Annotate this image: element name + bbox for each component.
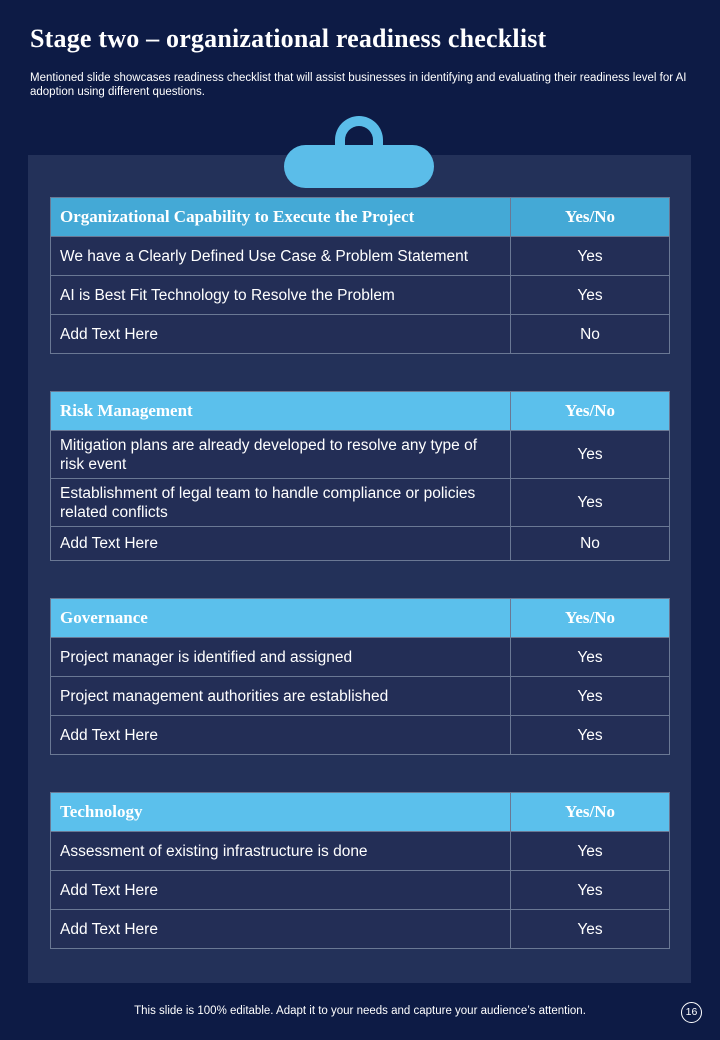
table-row — [51, 871, 670, 910]
answer-column-heading: Yes/No — [511, 392, 670, 431]
answer-cell: Yes — [511, 431, 670, 479]
checklist-table-technology — [50, 792, 670, 949]
table-row — [51, 832, 670, 871]
table-row — [51, 431, 670, 479]
table-row — [51, 910, 670, 949]
page-subtitle: Mentioned slide showcases readiness checklist that will assist businesses in identifying and evaluating their readiness level for AI adoption using different questions. — [30, 72, 687, 98]
question-cell: Add Text Here — [51, 716, 511, 755]
question-cell: Project management authorities are established — [51, 677, 511, 716]
answer-cell: Yes — [511, 910, 670, 949]
table-row — [51, 638, 670, 677]
table-row — [51, 677, 670, 716]
footer-note-text: This slide is 100% editable. Adapt it to your needs and capture your audience’s attention. — [134, 1005, 586, 1017]
question-cell: Add Text Here — [51, 910, 511, 949]
table-row — [51, 237, 670, 276]
question-cell: Project manager is identified and assigned — [51, 638, 511, 677]
table-row — [51, 716, 670, 755]
checklist-table-capability — [50, 197, 670, 354]
section-heading: Governance — [51, 599, 511, 638]
table-row — [51, 276, 670, 315]
clipboard-clip — [284, 145, 434, 188]
answer-column-heading: Yes/No — [511, 198, 670, 237]
table-row — [51, 527, 670, 561]
page-number-badge: 16 — [681, 1002, 702, 1023]
table-row — [51, 479, 670, 527]
question-cell: Establishment of legal team to handle compliance or policies related conflicts — [51, 479, 511, 527]
table-header-row — [51, 392, 670, 431]
answer-cell: No — [511, 315, 670, 354]
table-header-row — [51, 599, 670, 638]
checklist-table-governance — [50, 598, 670, 755]
checklist-table-risk-management — [50, 391, 670, 561]
page-title: Stage two – organizational readiness checklist — [30, 24, 547, 53]
answer-cell: Yes — [511, 237, 670, 276]
question-cell: AI is Best Fit Technology to Resolve the Problem — [51, 276, 511, 315]
answer-cell: Yes — [511, 871, 670, 910]
footer-note — [0, 1005, 720, 1017]
table-header-row — [51, 198, 670, 237]
answer-cell: Yes — [511, 716, 670, 755]
answer-cell: Yes — [511, 677, 670, 716]
question-cell: Assessment of existing infrastructure is done — [51, 832, 511, 871]
answer-cell: Yes — [511, 638, 670, 677]
question-cell: Mitigation plans are already developed to resolve any type of risk event — [51, 431, 511, 479]
question-cell: We have a Clearly Defined Use Case & Problem Statement — [51, 237, 511, 276]
question-cell: Add Text Here — [51, 527, 511, 561]
answer-cell: Yes — [511, 832, 670, 871]
question-cell: Add Text Here — [51, 315, 511, 354]
answer-column-heading: Yes/No — [511, 793, 670, 832]
question-cell: Add Text Here — [51, 871, 511, 910]
answer-cell: Yes — [511, 276, 670, 315]
section-heading: Organizational Capability to Execute the Project — [51, 198, 511, 237]
section-heading: Technology — [51, 793, 511, 832]
answer-cell: No — [511, 527, 670, 561]
section-heading: Risk Management — [51, 392, 511, 431]
answer-cell: Yes — [511, 479, 670, 527]
answer-column-heading: Yes/No — [511, 599, 670, 638]
table-row — [51, 315, 670, 354]
table-header-row — [51, 793, 670, 832]
